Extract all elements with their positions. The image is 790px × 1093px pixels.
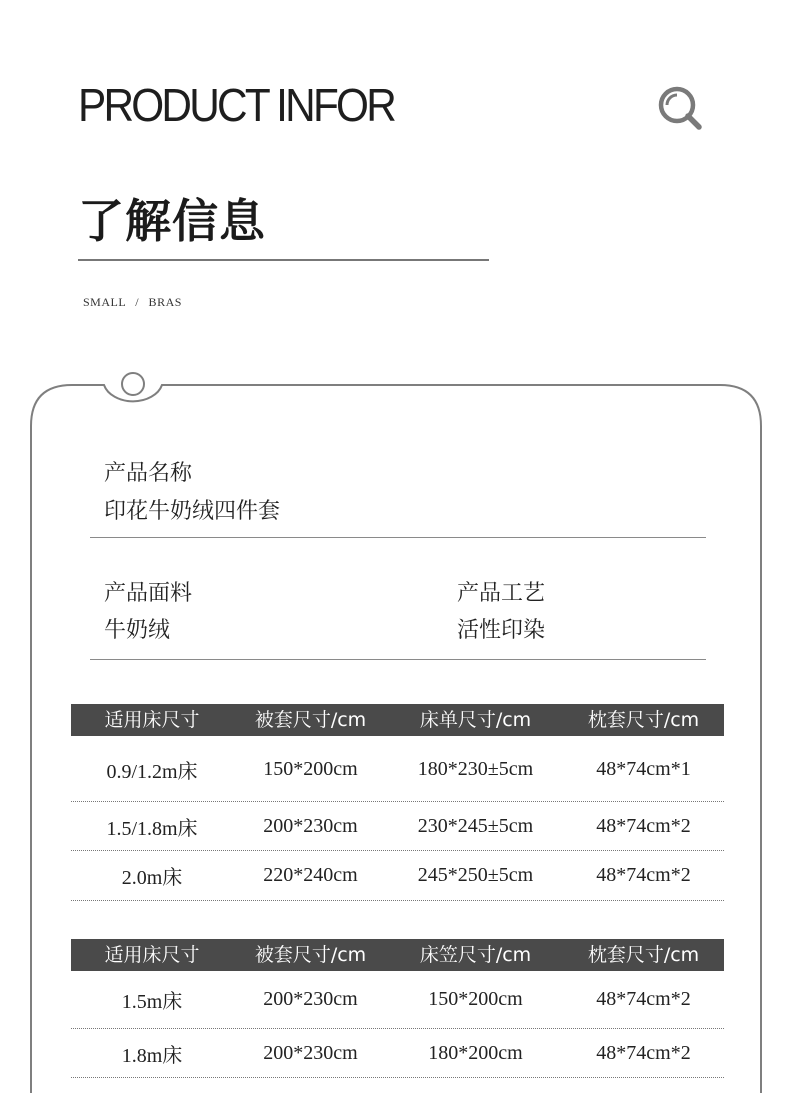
divider bbox=[90, 537, 706, 538]
table-cell: 2.0m床 bbox=[121, 867, 183, 889]
divider bbox=[90, 659, 706, 660]
table-cell: 1.8m床 bbox=[121, 1044, 183, 1067]
page-title: 了解信息 bbox=[78, 194, 266, 248]
craft-label: 产品工艺 bbox=[457, 581, 546, 606]
breadcrumb: SMALL / BRAS bbox=[83, 295, 182, 309]
table-row bbox=[71, 971, 724, 1029]
table-cell: 200*230cm bbox=[263, 988, 358, 1010]
table-cell: 1.5/1.8m床 bbox=[106, 817, 198, 840]
column-header: 枕套尺寸/cm bbox=[587, 944, 700, 966]
product-name-label: 产品名称 bbox=[104, 461, 193, 486]
column-header: 被套尺寸/cm bbox=[254, 709, 367, 731]
brand-title: PRODUCT INFOR bbox=[78, 79, 395, 131]
column-header: 床笠尺寸/cm bbox=[419, 944, 532, 966]
table-cell: 245*250±5cm bbox=[417, 864, 534, 886]
hang-ring-icon bbox=[122, 373, 144, 395]
table-cell: 0.9/1.2m床 bbox=[106, 761, 198, 783]
size-table-sheet bbox=[71, 704, 724, 901]
table-cell: 48*74cm*2 bbox=[596, 864, 691, 886]
title-divider bbox=[78, 259, 489, 261]
craft-value: 活性印染 bbox=[457, 618, 546, 643]
column-header: 适用床尺寸 bbox=[104, 709, 200, 731]
table-cell: 200*230cm bbox=[263, 1041, 358, 1064]
size-table-fitted bbox=[71, 939, 724, 1078]
product-name-value: 印花牛奶绒四件套 bbox=[104, 499, 281, 524]
table-cell: 48*74cm*2 bbox=[596, 814, 691, 837]
table-cell: 200*230cm bbox=[263, 814, 358, 837]
search-icon[interactable] bbox=[656, 84, 704, 132]
table-row bbox=[71, 1029, 724, 1078]
table-row bbox=[71, 802, 724, 851]
table-cell: 48*74cm*2 bbox=[596, 1041, 691, 1064]
table-cell: 150*200cm bbox=[428, 988, 523, 1010]
table-header bbox=[71, 939, 724, 971]
table-cell: 48*74cm*1 bbox=[596, 758, 691, 780]
table-cell: 150*200cm bbox=[263, 758, 358, 780]
column-header: 被套尺寸/cm bbox=[254, 944, 367, 966]
material-value: 牛奶绒 bbox=[104, 618, 171, 643]
material-label: 产品面料 bbox=[104, 581, 193, 606]
table-row bbox=[71, 736, 724, 802]
column-header: 床单尺寸/cm bbox=[419, 709, 532, 731]
table-cell: 1.5m床 bbox=[121, 991, 183, 1013]
table-cell: 180*200cm bbox=[428, 1041, 523, 1064]
table-cell: 230*245±5cm bbox=[417, 814, 534, 837]
table-cell: 180*230±5cm bbox=[417, 758, 534, 780]
table-cell: 220*240cm bbox=[263, 864, 358, 886]
column-header: 适用床尺寸 bbox=[104, 944, 200, 966]
column-header: 枕套尺寸/cm bbox=[587, 709, 700, 731]
table-cell: 48*74cm*2 bbox=[596, 988, 691, 1010]
table-header bbox=[71, 704, 724, 736]
table-row bbox=[71, 851, 724, 901]
